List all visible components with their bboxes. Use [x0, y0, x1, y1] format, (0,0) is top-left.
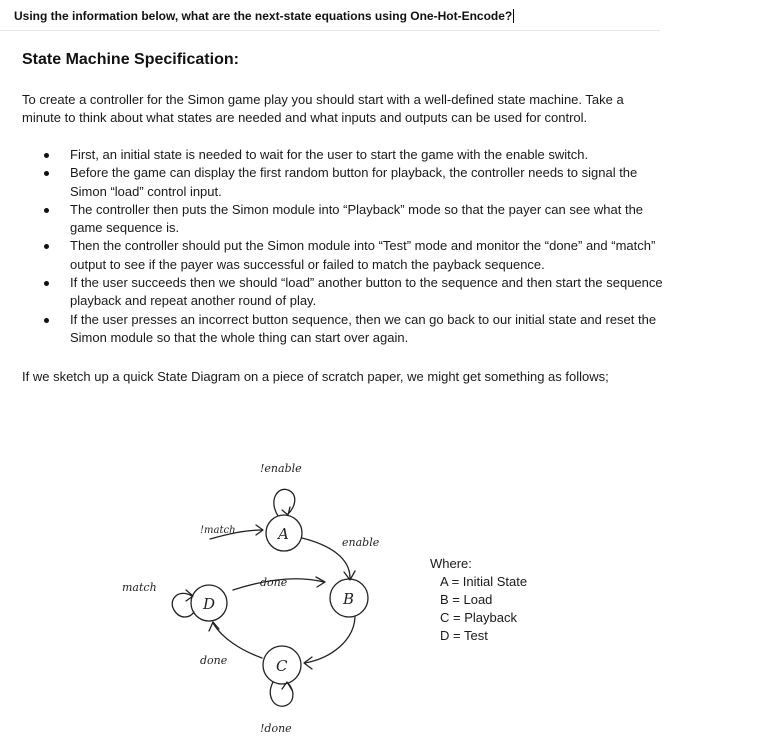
arrowhead-a-self-loop: [282, 507, 290, 515]
legend-item: A = Initial State: [440, 574, 528, 589]
bullet-item: Then the controller should put the Simon module into “Test” mode and monitor the “done” and “match” output to see if the payer was successful or failed to match the payback sequence.: [44, 237, 664, 274]
label-not-match: !match: [200, 525, 236, 536]
label-not-enable: !enable: [260, 462, 302, 475]
state-a-label: A: [278, 525, 289, 543]
state-b-label: B: [343, 590, 355, 608]
question-text-content: Using the information below, what are the next-state equations using One-Hot-Encode?: [14, 9, 513, 23]
arrow-c-to-d: [213, 623, 262, 658]
bullet-item: Before the game can display the first random button for playback, the controller needs to signal the Simon “load” control input.: [44, 164, 664, 201]
question-text[interactable]: [14, 9, 514, 23]
legend-title: Where:: [430, 556, 472, 571]
section-heading: State Machine Specification:: [22, 51, 239, 68]
label-match: match: [122, 581, 157, 594]
label-not-done: !done: [260, 722, 292, 735]
question-bar: [0, 0, 660, 31]
state-diagram: [110, 450, 420, 740]
state-d-label: D: [203, 595, 216, 613]
legend-block: [430, 555, 527, 645]
spec-bullet-list: [44, 146, 664, 347]
bullet-item: First, an initial state is needed to wait for the user to start the game with the enable switch.: [44, 146, 664, 164]
bullet-item: The controller then puts the Simon module into “Playback” mode so that the payer can see what the game sequence is.: [44, 201, 664, 238]
sketch-intro-text: If we sketch up a quick State Diagram on a piece of scratch paper, we might get something as follows;: [22, 369, 609, 384]
label-enable: enable: [342, 536, 380, 549]
label-done-d-to-b: done: [260, 576, 288, 589]
bullet-item: If the user presses an incorrect button sequence, then we can go back to our initial state and reset the Simon module so that the whole thing can start over again.: [44, 311, 664, 348]
legend-item: D = Test: [440, 628, 488, 643]
text-caret: [513, 9, 514, 23]
legend-item: B = Load: [440, 592, 493, 607]
arrow-b-to-c: [305, 617, 355, 663]
bullet-item: If the user succeeds then we should “load” another button to the sequence and then start the sequence playback and repeat another round of play.: [44, 274, 664, 311]
label-done-c-to-d: done: [200, 654, 228, 667]
intro-paragraph: To create a controller for the Simon game play you should start with a well-defined state machine. Take a minute to think about what states are needed and what inputs and outputs can be used for control.: [22, 92, 624, 125]
legend-item: C = Playback: [440, 610, 517, 625]
state-c-label: C: [276, 657, 288, 675]
